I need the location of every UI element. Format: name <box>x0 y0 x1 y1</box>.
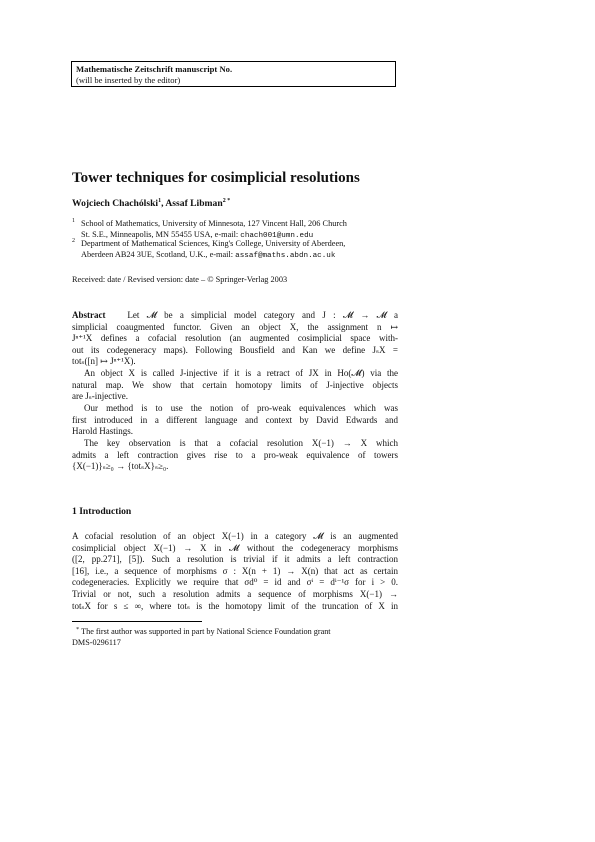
received-date-line: Received: date / Revised version: date – © Springer-Verlag 2003 <box>72 275 288 284</box>
author-separator: , <box>161 198 166 209</box>
affiliation-1-mark: 1 <box>72 218 75 224</box>
affiliation-2-line-1: Department of Mathematical Sciences, King's College, University of Aberdeen, <box>81 239 346 248</box>
abstract-p2-line-2: natural map. We show that certain homotopy limits of J-injective objects <box>72 379 398 390</box>
abstract-paragraph-2 <box>72 368 398 403</box>
affiliation-2-line-2: Aberdeen AB24 3UE, Scotland, U.K., e-mail: <box>81 250 236 259</box>
intro-line-2: cosimplicial object X(−1) → X in 𝓜 without the codegeneracy morphisms <box>72 542 398 553</box>
abstract-paragraph-4 <box>72 438 398 473</box>
author-1: Wojciech Chachólski <box>72 198 159 209</box>
author-footnote-mark: * <box>225 198 231 204</box>
affiliation-1-email: chach001@umn.edu <box>240 232 314 240</box>
abstract-p4-line-2: admits a left contraction gives rise to a pro-weak equivalence of towers <box>72 449 398 460</box>
abstract-p1-line-3: Jⁿ⁺¹X defines a cofacial resolution (an augmented cosimplicial space with- <box>72 333 398 344</box>
editor-note: (will be inserted by the editor) <box>76 75 181 85</box>
abstract-p2-line-3: are Jₛ-injective. <box>72 391 129 402</box>
abstract-p4-line-3: {X(−1)}ₛ≥₀ → {totₛX}ₛ≥₀. <box>72 461 169 472</box>
section-heading-introduction: 1 Introduction <box>72 506 132 517</box>
intro-line-4: [16], i.e., a sequence of morphisms σ : X(n + 1) → X(n) that act as certain <box>72 565 398 576</box>
journal-name: Mathematische Zeitschrift manuscript No. <box>76 64 233 74</box>
author-2-affiliation-mark: 2 <box>222 198 226 204</box>
author-line <box>72 198 230 209</box>
abstract-p1-line-2: simplicial coaugmented functor. Given an object X, the assignment n ↦ <box>72 321 398 332</box>
journal-header-box <box>71 61 396 87</box>
intro-line-3: ([2, pp.271], [5]). Such a resolution is trivial if it admits a left contraction <box>72 554 398 565</box>
author-1-affiliation-mark: 1 <box>158 198 162 204</box>
abstract-p3-line-2: first introduced in a different language and context by David Edwards and <box>72 414 398 425</box>
abstract-p4-line-1: The key observation is that a cofacial resolution X(−1) → X which <box>84 438 398 448</box>
abstract-paragraph-1 <box>72 310 398 368</box>
affiliation-2 <box>72 238 398 262</box>
abstract-p3-line-3: Harold Hastings. <box>72 426 133 437</box>
intro-line-6: Trivial or not, such a resolution admits a sequence of morphisms X(−1) → <box>72 588 398 599</box>
footnote <box>72 625 398 648</box>
affiliation-2-email: assaf@maths.abdn.ac.uk <box>235 252 336 260</box>
abstract-p1-line-1: Let 𝓜 be a simplicial model category and J : 𝓜 → 𝓜 a <box>127 310 399 320</box>
abstract-label: Abstract <box>72 310 106 320</box>
intro-line-5: codegeneracies. Explicitly we require that σd⁰ = id and σⁱ = dⁱ⁻¹σ for i > 0. <box>72 577 398 588</box>
footnote-mark: * <box>76 627 80 633</box>
affiliation-1-line-1: School of Mathematics, University of Minnesota, 127 Vincent Hall, 206 Church <box>81 219 347 228</box>
footnote-line-2: DMS-0296117 <box>72 638 121 647</box>
intro-line-7: totₛX for s ≤ ∞, where totₛ is the homotopy limit of the truncation of X in <box>72 600 398 611</box>
abstract-p3-line-1: Our method is to use the notion of pro-weak equivalences which was <box>84 403 398 413</box>
footnote-line-1: The first author was supported in part by National Science Foundation grant <box>81 627 331 636</box>
abstract-p1-line-4: out its codegeneracy maps). Following Bousfield and Kan we define JₛX = <box>72 344 398 355</box>
abstract-p1-line-5: totₛ([n] ↦ Jⁿ⁺¹X). <box>72 356 136 367</box>
affiliation-1-line-2: St. S.E., Minneapolis, MN 55455 USA, e-mail: <box>81 230 241 239</box>
author-2: Assaf Libman <box>165 198 223 209</box>
abstract-paragraph-3 <box>72 403 398 438</box>
footnote-divider <box>72 621 202 622</box>
affiliation-2-mark: 2 <box>72 238 75 244</box>
abstract-p2-line-1: An object X is called J-injective if it is a retract of JX in Ho(𝓜) via the <box>84 368 398 378</box>
intro-line-1: A cofacial resolution of an object X(−1) in a category 𝓜 is an augmented <box>72 531 398 541</box>
introduction-paragraph <box>72 531 398 612</box>
paper-title: Tower techniques for cosimplicial resolutions <box>72 170 360 186</box>
